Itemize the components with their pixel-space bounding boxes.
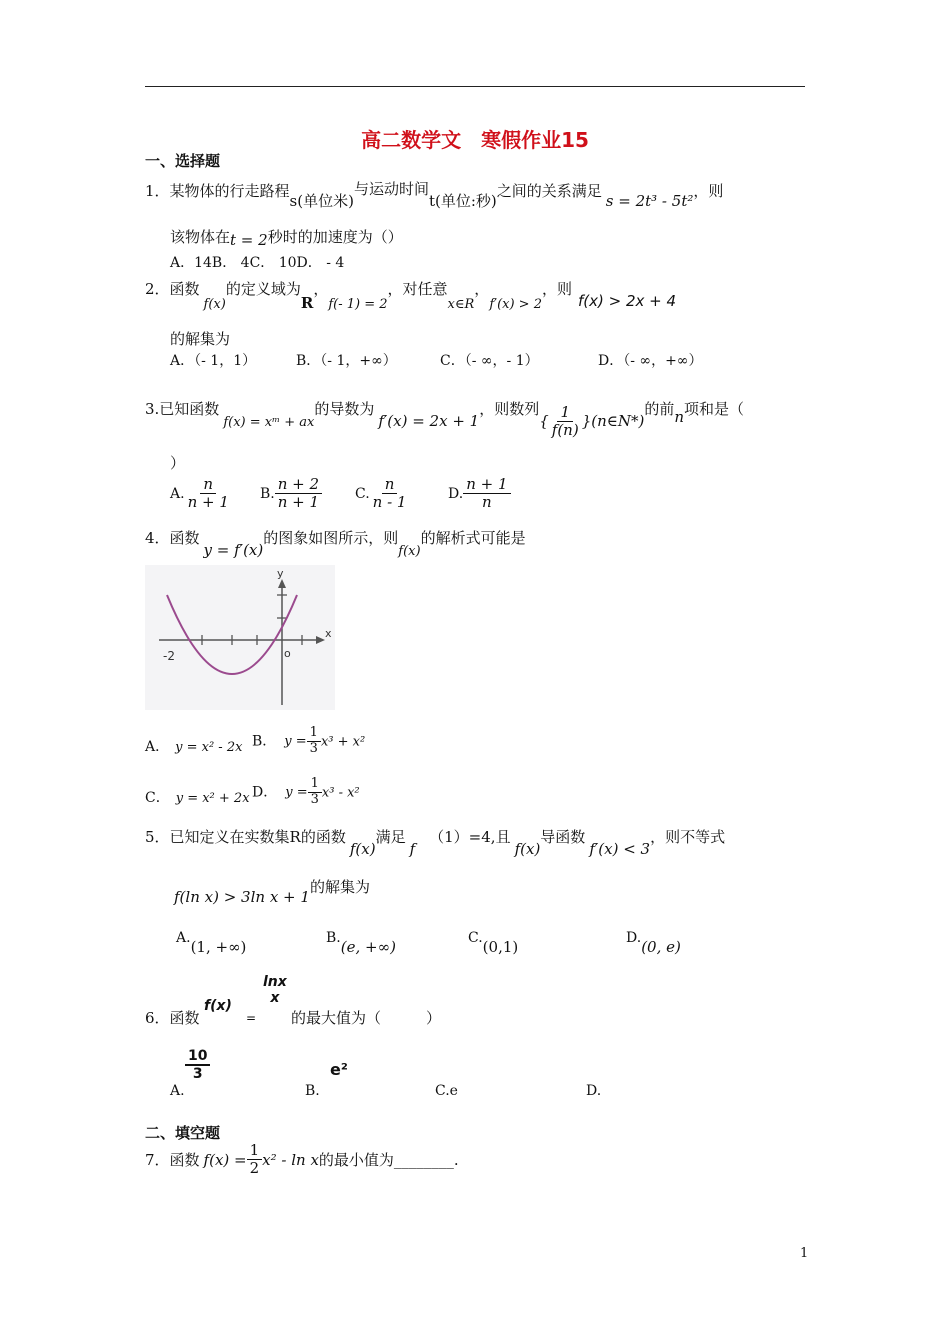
q2-line1: 2．函数f(x)的定义域为R，f(- 1) = 2，对任意x∈R，f′(x) > 2，则f(x) > 2x + 4 — [145, 280, 677, 312]
page-number: 1 — [800, 1246, 809, 1261]
graph-label-origin: o — [284, 647, 291, 660]
q2-option-b: B．（- 1，+∞） — [296, 353, 397, 369]
q4-option-c: C． y = x² + 2x — [145, 790, 250, 806]
q7-line: 7．函数 f(x) = $\frac{1}{2}$ x² - ln x 的最小值为________. — [145, 1141, 459, 1178]
q5-option-d: D.(0, e) — [626, 930, 681, 956]
q3-option-c: C. $\frac{n}{n - 1}$ — [355, 475, 407, 512]
q3-option-a: A. $\frac{n}{n + 1}$ — [170, 475, 229, 512]
q4-option-b: B． y = $\frac{1}{3}$ x³ + x² — [252, 725, 366, 756]
q2-option-d: D．（- ∞，+∞） — [598, 353, 703, 369]
q3-option-b: B. $\frac{n + 2}{n + 1}$ — [260, 476, 322, 512]
q5-line1: 5．已知定义在实数集R的函数f(x)满足f（1）=4,且f(x)导函数f′(x) < 3，则不等式 — [145, 828, 726, 858]
q6-line1-tail: 的最大值为（ ） — [291, 1009, 442, 1027]
section-choice-heading: 一、选择题 — [145, 152, 221, 170]
q2-option-a: A．（- 1，1） — [170, 353, 257, 369]
q6-fraction: lnx x — [263, 974, 287, 1007]
q5-line2: f(ln x) > 3ln x + 1的解集为 — [174, 878, 370, 906]
q5-option-c: C.(0,1) — [468, 930, 519, 956]
graph-label-neg2: -2 — [163, 649, 175, 663]
q4-option-d: D． y = $\frac{1}{3}$ x³ - x² — [252, 776, 360, 807]
top-rule — [145, 86, 805, 87]
q4-option-a: A． y = x² - 2x — [145, 739, 243, 755]
q6-equals: = — [246, 1011, 257, 1025]
q3-line2: ） — [170, 454, 186, 472]
q6-option-c: C.e — [435, 1083, 458, 1099]
q1-line1: 1．某物体的行走路程s(单位米)与运动时间t(单位:秒)之间的关系满足s = 2t³ - 5t²，则 — [145, 180, 724, 210]
page-title: 高二数学文 寒假作业15 — [361, 128, 589, 152]
q6-option-a-label: A. — [170, 1083, 185, 1099]
q6-line1: 6．函数 — [145, 1009, 200, 1027]
q3-seq-fraction: $\frac{1}{f(n)}$ — [551, 403, 579, 440]
graph-background — [145, 565, 335, 710]
q4-line1: 4．函数y = f′(x)的图象如图所示，则f(x)的解析式可能是 — [145, 529, 526, 559]
q2-option-c: C．（- ∞，- 1） — [440, 353, 539, 369]
q4-derivative-graph — [145, 565, 335, 710]
graph-label-x: x — [325, 627, 332, 640]
q2-line2: 的解集为 — [170, 330, 231, 348]
q5-option-a: A.(1, +∞) — [176, 930, 247, 956]
q1-line2: 该物体在t = 2秒时的加速度为（） — [170, 228, 403, 249]
q5-option-b: B.(e, +∞) — [326, 930, 396, 956]
q6-option-b-value: e² — [330, 1060, 348, 1079]
q6-option-d: D. — [586, 1083, 602, 1099]
q3-line1: 3.已知函数f(x) = xᵐ + ax的导数为f′(x) = 2x + 1，则数列{ $\frac{1}{f(n)}$ }(n∈N*)的前n项和是（ — [145, 399, 745, 440]
q6-option-a-value: $\frac{10}{3}$ — [185, 1048, 210, 1082]
section-fill-heading: 二、填空题 — [145, 1124, 221, 1142]
q3-option-d: D. $\frac{n + 1}{n}$ — [448, 476, 511, 512]
graph-label-y: y — [277, 567, 284, 580]
q1-options: A．14B． 4C． 10D． - 4 — [170, 255, 345, 271]
q6-fx: f(x) — [204, 998, 232, 1014]
q6-option-b-label: B. — [305, 1083, 320, 1099]
